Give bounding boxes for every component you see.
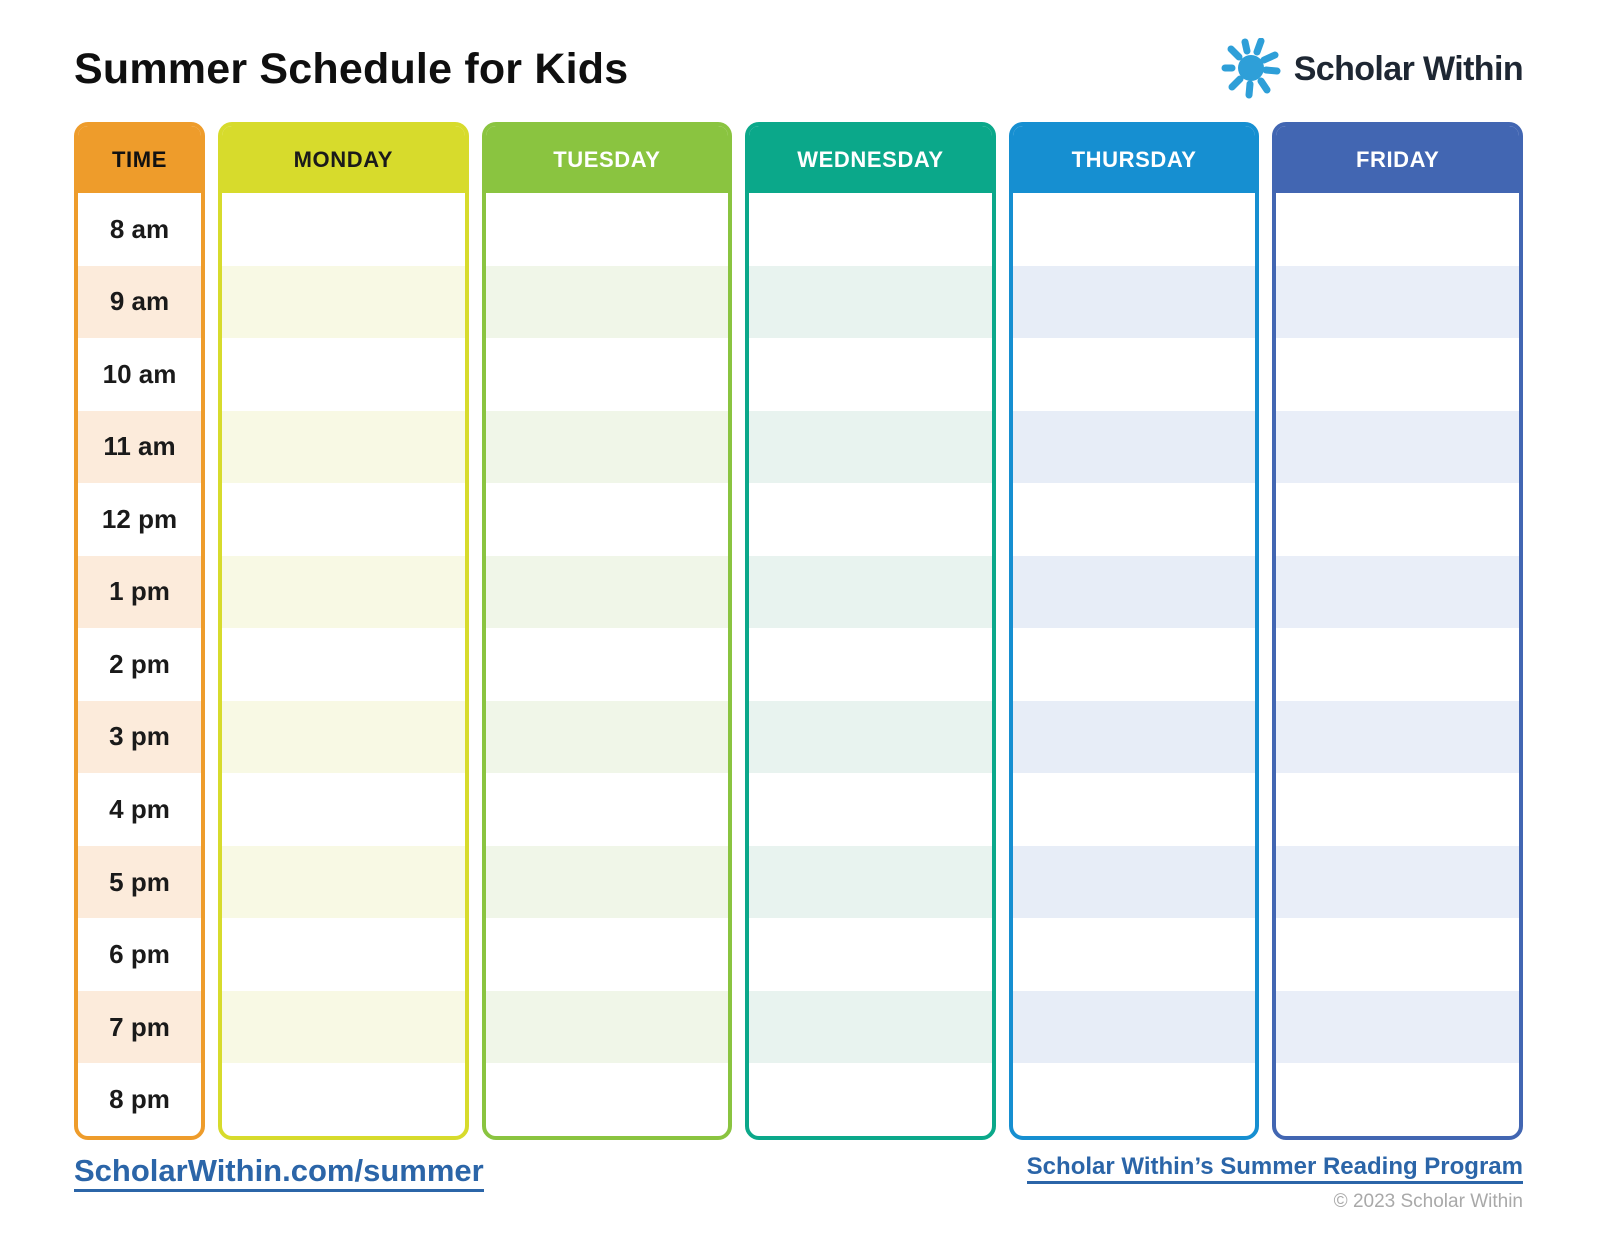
day-column-body (1013, 193, 1256, 1136)
schedule-cell (486, 628, 729, 701)
time-slot (78, 193, 201, 266)
schedule-cell (749, 483, 992, 556)
schedule-cell (1013, 773, 1256, 846)
day-column-body (222, 193, 465, 1136)
schedule-cell (222, 773, 465, 846)
day-header-label: THURSDAY (1013, 126, 1256, 193)
schedule-cell (749, 701, 992, 774)
schedule-cell (222, 1063, 465, 1136)
schedule-cell (222, 411, 465, 484)
schedule-cell (1276, 846, 1519, 919)
schedule-cell (1276, 1063, 1519, 1136)
time-slot (78, 483, 201, 556)
time-slot (78, 1063, 201, 1136)
time-slot (78, 773, 201, 846)
schedule-cell (486, 483, 729, 556)
schedule-cell (749, 193, 992, 266)
schedule-cell (486, 773, 729, 846)
schedule-cell (749, 338, 992, 411)
time-label: 3 pm (109, 721, 170, 752)
schedule-cell (749, 991, 992, 1064)
copyright-text: © 2023 Scholar Within (1333, 1190, 1523, 1212)
schedule-cell (1013, 266, 1256, 339)
schedule-cell (749, 556, 992, 629)
schedule-cell (1013, 556, 1256, 629)
schedule-cell (749, 918, 992, 991)
time-label: 12 pm (101, 503, 178, 534)
schedule-grid (74, 122, 1523, 1140)
schedule-cell (486, 991, 729, 1064)
schedule-cell (1013, 628, 1256, 701)
time-label: 1 pm (109, 576, 170, 607)
schedule-cell (222, 338, 465, 411)
day-column-tuesday (482, 122, 733, 1140)
schedule-cell (486, 338, 729, 411)
day-column-body (486, 193, 729, 1136)
schedule-cell (749, 628, 992, 701)
schedule-cell (749, 773, 992, 846)
time-slot (78, 701, 201, 774)
schedule-cell (222, 701, 465, 774)
schedule-cell (1276, 338, 1519, 411)
schedule-cell (486, 1063, 729, 1136)
day-column-monday (218, 122, 469, 1140)
logo-text: Scholar Within (1293, 49, 1523, 88)
schedule-cell (1276, 991, 1519, 1064)
schedule-cell (1013, 991, 1256, 1064)
schedule-cell (222, 991, 465, 1064)
schedule-cell (486, 846, 729, 919)
day-header-label: TUESDAY (486, 126, 729, 193)
day-column-body (749, 193, 992, 1136)
day-header-label: WEDNESDAY (749, 126, 992, 193)
time-column (74, 122, 205, 1140)
schedule-cell (1013, 1063, 1256, 1136)
day-header-label: MONDAY (222, 126, 465, 193)
schedule-cell (1276, 193, 1519, 266)
sun-icon (1219, 38, 1285, 100)
schedule-cell (1276, 628, 1519, 701)
footer (74, 1140, 1523, 1236)
schedule-cell (1013, 483, 1256, 556)
time-slot (78, 918, 201, 991)
schedule-cell (486, 266, 729, 339)
schedule-cell (1013, 918, 1256, 991)
summer-url-link[interactable]: ScholarWithin.com/summer (74, 1153, 484, 1192)
schedule-cell (1276, 483, 1519, 556)
time-label: 8 am (109, 213, 170, 244)
schedule-cell (749, 266, 992, 339)
time-label: 8 pm (109, 1084, 170, 1115)
schedule-cell (1013, 846, 1256, 919)
time-label: 5 pm (109, 866, 170, 897)
time-slot (78, 628, 201, 701)
schedule-cell (486, 411, 729, 484)
time-label: 6 pm (109, 939, 170, 970)
top-bar (74, 0, 1523, 122)
day-column-thursday (1009, 122, 1260, 1140)
schedule-cell (1276, 701, 1519, 774)
time-slot (78, 556, 201, 629)
page-title: Summer Schedule for Kids (74, 44, 629, 93)
time-slot (78, 846, 201, 919)
time-label: 10 am (102, 358, 177, 389)
schedule-cell (222, 556, 465, 629)
footer-right-block (1027, 1153, 1523, 1213)
schedule-cell (222, 918, 465, 991)
time-slot (78, 991, 201, 1064)
schedule-cell (486, 556, 729, 629)
schedule-cell (1276, 773, 1519, 846)
time-slot (78, 338, 201, 411)
schedule-cell (1276, 266, 1519, 339)
schedule-cell (486, 701, 729, 774)
day-column-friday (1272, 122, 1523, 1140)
time-column-header: TIME (78, 126, 201, 193)
schedule-cell (222, 628, 465, 701)
scholar-within-logo (1219, 38, 1523, 100)
day-header-label: FRIDAY (1276, 126, 1519, 193)
time-label: 9 am (109, 286, 170, 317)
schedule-cell (1276, 918, 1519, 991)
schedule-cell (1013, 193, 1256, 266)
time-label: 2 pm (109, 648, 170, 679)
schedule-cell (1013, 338, 1256, 411)
time-column-body (78, 193, 201, 1136)
schedule-cell (1013, 411, 1256, 484)
schedule-cell (222, 483, 465, 556)
schedule-cell (222, 193, 465, 266)
schedule-cell (222, 266, 465, 339)
day-column-wednesday (745, 122, 996, 1140)
schedule-cell (749, 1063, 992, 1136)
schedule-cell (486, 918, 729, 991)
time-label: 11 am (103, 431, 176, 462)
summer-reading-program-link[interactable]: Scholar Within’s Summer Reading Program (1027, 1153, 1523, 1184)
time-slot (78, 411, 201, 484)
time-slot (78, 266, 201, 339)
schedule-cell (1276, 556, 1519, 629)
schedule-cell (222, 846, 465, 919)
time-label: 7 pm (109, 1011, 170, 1042)
schedule-cell (1276, 411, 1519, 484)
schedule-cell (749, 411, 992, 484)
day-column-body (1276, 193, 1519, 1136)
schedule-cell (1013, 701, 1256, 774)
schedule-cell (749, 846, 992, 919)
schedule-cell (486, 193, 729, 266)
time-label: 4 pm (109, 794, 170, 825)
